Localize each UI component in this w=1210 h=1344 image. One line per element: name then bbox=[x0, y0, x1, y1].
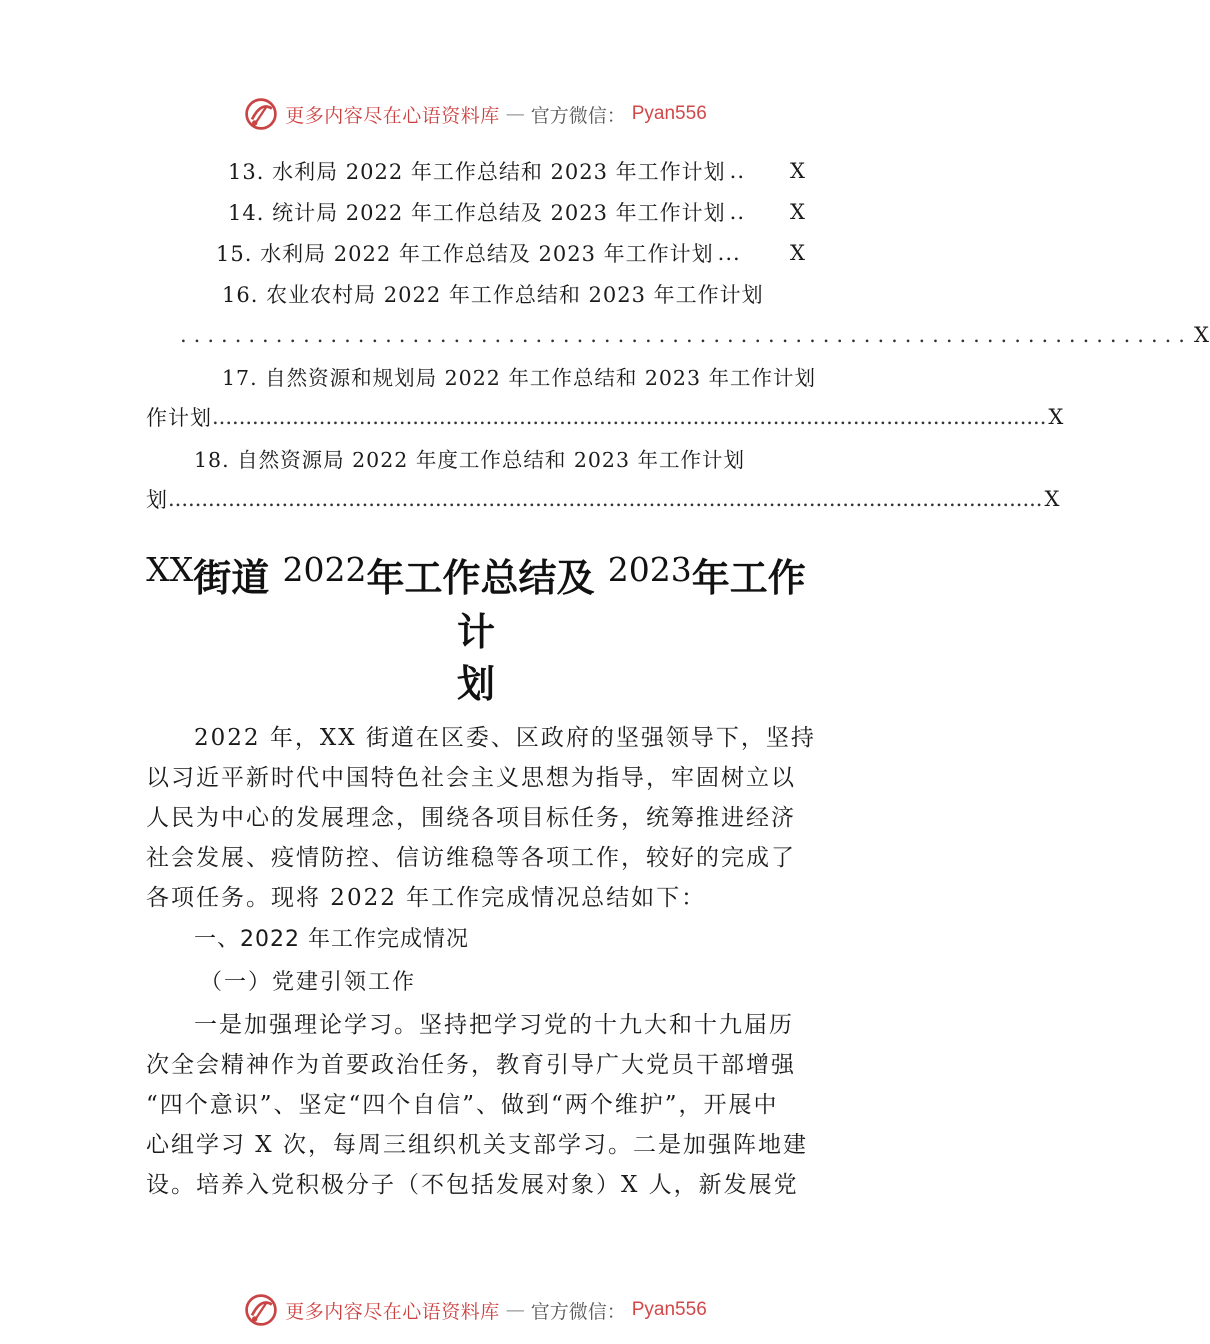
title-part: 年工作总结及 bbox=[366, 555, 595, 600]
toc-item-16-leader-line bbox=[146, 314, 1210, 355]
toc-item-page: X bbox=[1044, 486, 1061, 511]
document-title bbox=[146, 552, 806, 710]
toc-item-text: 13. 水利局 2022 年工作总结和 2023 年工作计划 bbox=[228, 159, 726, 184]
banner-dash: — bbox=[505, 103, 525, 125]
toc-item-14[interactable] bbox=[146, 191, 806, 232]
intro-line: 各项任务。现将 2022 年工作完成情况总结如下： bbox=[146, 885, 707, 911]
intro-line: 以习近平新时代中国特色社会主义思想为指导，牢固树立以 bbox=[146, 765, 796, 791]
brand-logo-icon bbox=[243, 96, 279, 132]
banner-brand-text: 更多内容尽在心语资料库 bbox=[285, 104, 500, 127]
toc-dot-leader: ............................................................................................................................. bbox=[212, 404, 1047, 429]
toc-item-leader: ... bbox=[717, 240, 741, 265]
toc-item-page: X bbox=[1048, 404, 1065, 429]
title-year: 2023 bbox=[607, 550, 692, 589]
title-part: XX bbox=[146, 550, 194, 589]
paragraph-line: 一是加强理论学习。坚持把学习党的十九大和十九届历 bbox=[194, 1012, 794, 1038]
toc-item-leader: .. bbox=[729, 158, 746, 183]
toc-item-text-cont: 划 bbox=[146, 487, 168, 512]
toc-item-text: 18. 自然资源局 2022 年度工作总结和 2023 年工作计划 bbox=[194, 447, 746, 472]
toc-item-text: 17. 自然资源和规划局 2022 年工作总结和 2023 年工作计划 bbox=[222, 365, 817, 390]
toc-item-18-leader-line bbox=[146, 478, 1061, 519]
toc-item-17[interactable] bbox=[146, 355, 817, 396]
toc-item-page: X bbox=[1193, 322, 1210, 347]
intro-line: 人民为中心的发展理念，围绕各项目标任务，统筹推进经济 bbox=[146, 805, 796, 831]
toc-item-page: X bbox=[790, 199, 806, 224]
banner-account: Pyan556 bbox=[631, 103, 707, 124]
paragraph-line: “四个意识”、坚定“四个自信”、做到“两个维护”，开展中 bbox=[146, 1092, 779, 1118]
paragraph-line: 设。培养入党积极分子（不包括发展对象）X 人，新发展党 bbox=[146, 1172, 799, 1198]
toc-item-18[interactable] bbox=[146, 437, 806, 478]
brand-logo-icon bbox=[243, 1292, 279, 1328]
banner-dash: — bbox=[505, 1299, 525, 1321]
toc-item-16[interactable] bbox=[146, 273, 806, 314]
section-heading-1: 一、2022 年工作完成情况 bbox=[194, 927, 469, 952]
toc-item-text: 16. 农业农村局 2022 年工作总结和 2023 年工作计划 bbox=[222, 282, 764, 307]
banner-wechat-label: 官方微信： bbox=[530, 1300, 626, 1323]
toc-dot-leader: .......................................................................... bbox=[180, 322, 1192, 347]
toc-dot-leader: ................................................................................................................................... bbox=[168, 486, 1043, 511]
toc-item-text-cont: 作计划 bbox=[146, 405, 212, 430]
paragraph-line: 心组学习 X 次，每周三组织机关支部学习。二是加强阵地建 bbox=[146, 1132, 808, 1158]
watermark-banner-bottom bbox=[0, 1290, 950, 1330]
title-part: 划 bbox=[456, 661, 495, 706]
title-part: 年工作计 bbox=[456, 555, 806, 654]
title-part: 街道 bbox=[193, 555, 270, 600]
toc-item-17-leader-line bbox=[146, 396, 1065, 437]
toc-item-page: X bbox=[790, 240, 806, 265]
watermark-banner-top bbox=[0, 94, 950, 134]
paragraph-line: 次全会精神作为首要政治任务，教育引导广大党员干部增强 bbox=[146, 1052, 796, 1078]
toc-item-leader: .. bbox=[729, 199, 746, 224]
toc-item-page: X bbox=[790, 158, 806, 183]
intro-line: 2022 年，XX 街道在区委、区政府的坚强领导下，坚持 bbox=[194, 725, 816, 751]
toc-item-13[interactable] bbox=[146, 150, 806, 191]
banner-wechat-label: 官方微信： bbox=[530, 104, 626, 127]
toc-item-text: 15. 水利局 2022 年工作总结及 2023 年工作计划 bbox=[216, 241, 714, 266]
section-heading-2: （一）党建引领工作 bbox=[200, 970, 417, 995]
banner-brand-text: 更多内容尽在心语资料库 bbox=[285, 1300, 500, 1323]
toc-item-text: 14. 统计局 2022 年工作总结及 2023 年工作计划 bbox=[228, 200, 726, 225]
toc-item-15[interactable] bbox=[146, 232, 806, 273]
title-year: 2022 bbox=[282, 550, 367, 589]
banner-account: Pyan556 bbox=[631, 1299, 707, 1320]
intro-line: 社会发展、疫情防控、信访维稳等各项工作，较好的完成了 bbox=[146, 845, 796, 871]
